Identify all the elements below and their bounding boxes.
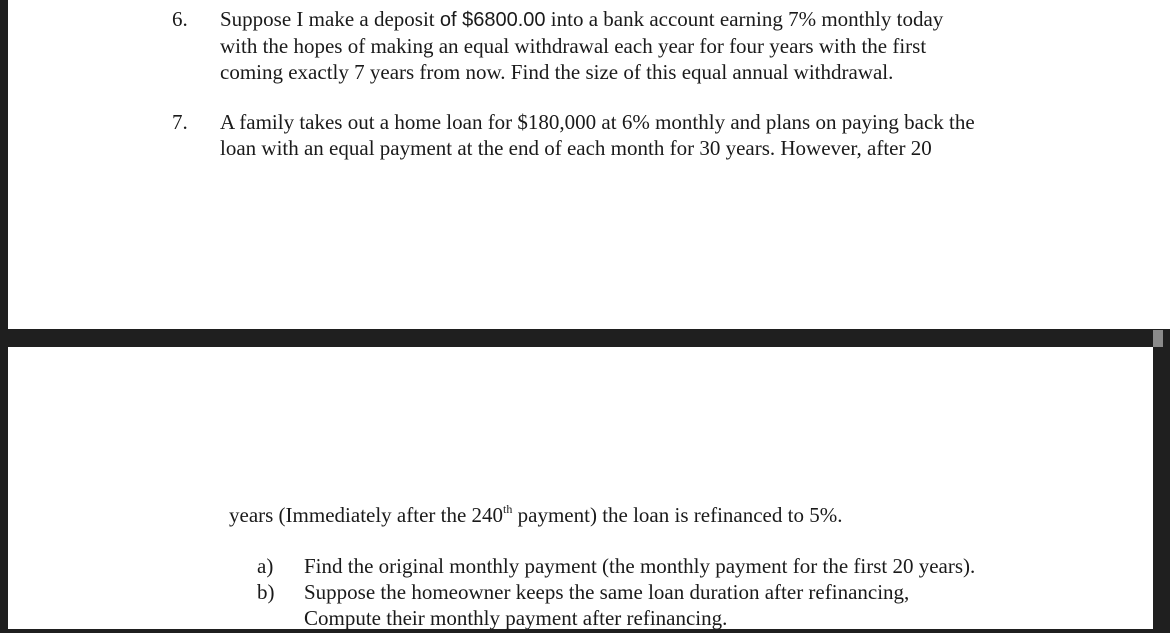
question-7-line-2: loan with an equal payment at the end of each month for 30 years. However, after 20 [220, 136, 932, 160]
deposit-amount: of $6800.00 [439, 9, 546, 31]
question-6-number: 6. [172, 7, 188, 31]
part-b-line-2: Compute their monthly payment after refinancing. [304, 606, 728, 630]
question-7-number: 7. [172, 110, 188, 134]
ordinal-suffix: th [503, 502, 513, 516]
part-a-label: a) [257, 554, 274, 578]
part-b-label: b) [257, 580, 275, 604]
question-7-continuation: years (Immediately after the 240th payment) the loan is refinanced to 5%. [229, 502, 843, 527]
question-6-text [220, 6, 943, 85]
question-6-line-2: with the hopes of making an equal withdrawal each year for four years with the first [220, 34, 927, 58]
scrollbar-thumb[interactable] [1153, 330, 1163, 347]
part-a-text [304, 553, 975, 579]
part-a-line-1: Find the original monthly payment (the monthly payment for the first 20 years). [304, 554, 976, 578]
part-b-text [304, 579, 909, 631]
question-6-line-1: Suppose I make a deposit of $6800.00 into a bank account earning 7% monthly today [220, 7, 944, 31]
question-6-line-3: coming exactly 7 years from now. Find the size of this equal annual withdrawal. [220, 60, 894, 84]
question-7-text [220, 109, 975, 161]
question-7-line-1: A family takes out a home loan for $180,000 at 6% monthly and plans on paying back the [220, 110, 975, 134]
part-b-line-1: Suppose the homeowner keeps the same loan duration after refinancing, [304, 580, 910, 604]
